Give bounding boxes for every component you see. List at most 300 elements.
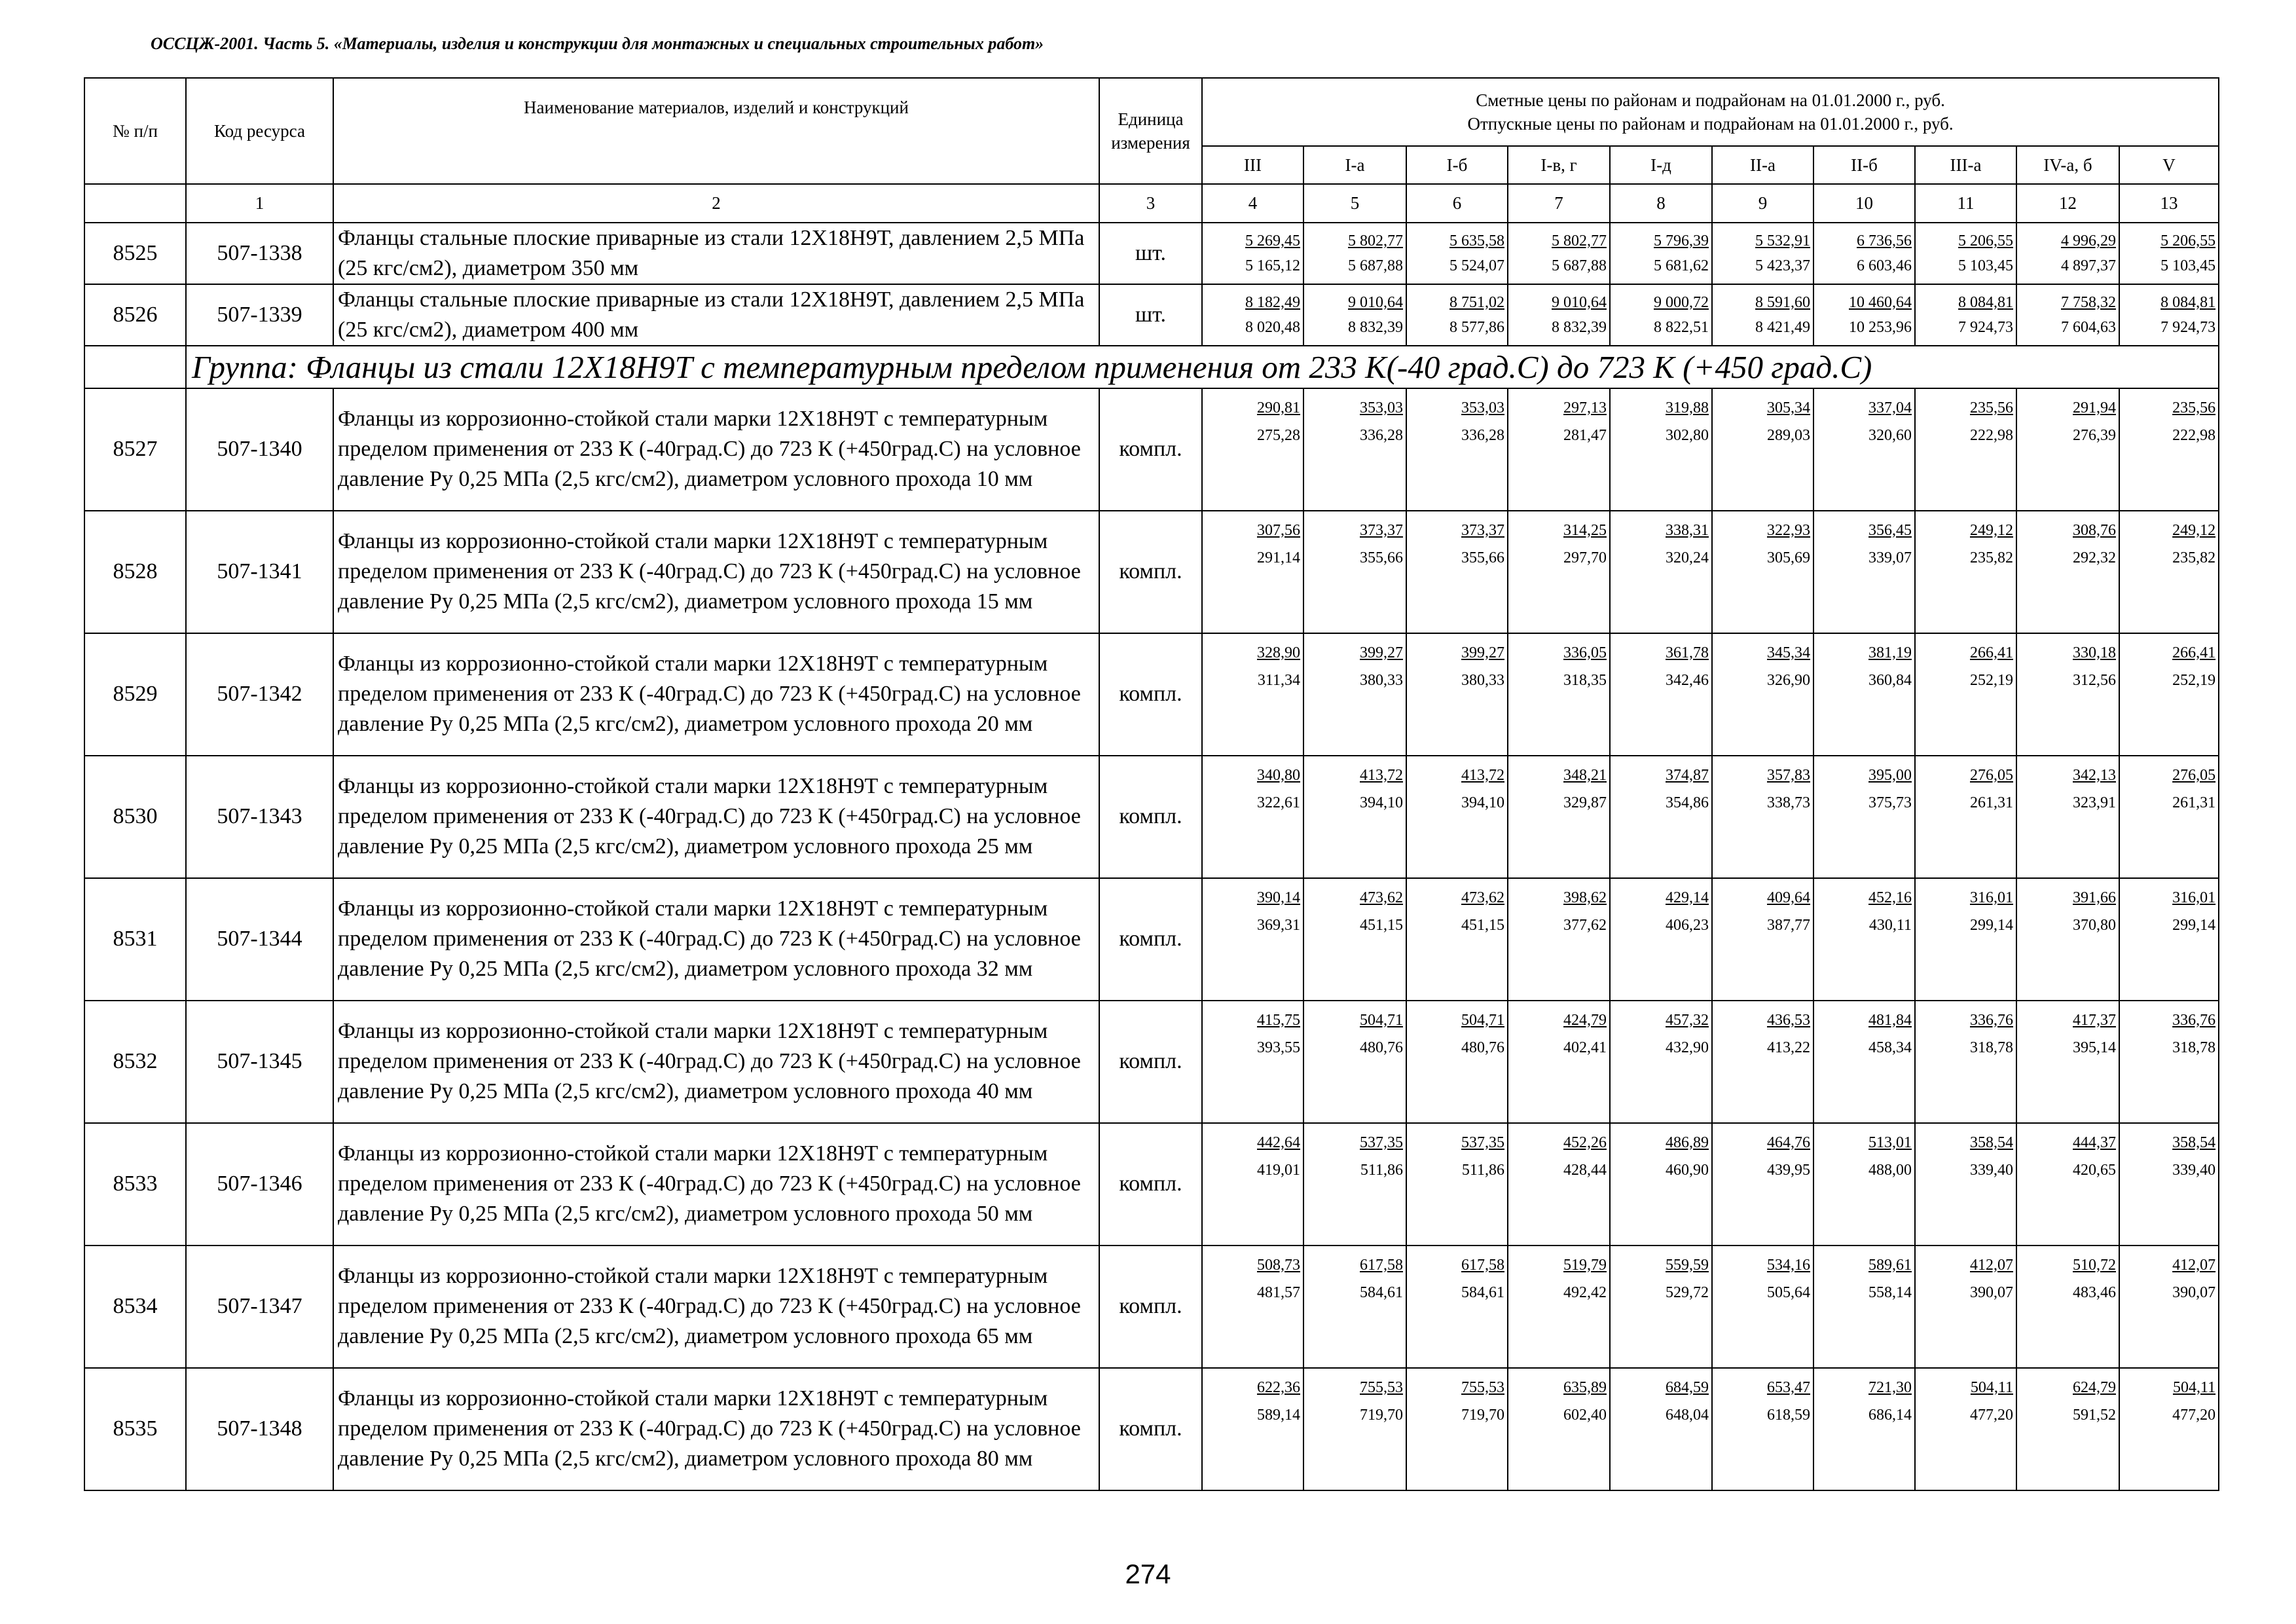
- row-number: 8529: [84, 633, 186, 756]
- resource-code: 507-1342: [186, 633, 333, 756]
- release-price: 222,98: [2172, 426, 2216, 444]
- item-name: Фланцы из коррозионно-стойкой стали марки 12Х18Н9Т с температурным пределом применения от 233 К (-40град.С) до 723 К (+450град.С) на условное давление Ру 0,25 МПа (2,5 кгс/см2), диаметром условного прохода 50 мм: [333, 1123, 1099, 1246]
- estimate-price: 399,27: [1461, 644, 1504, 661]
- release-price: 394,10: [1461, 794, 1504, 811]
- item-name: Фланцы из коррозионно-стойкой стали марки 12Х18Н9Т с температурным пределом применения от 233 К (-40град.С) до 723 К (+450град.С) на условное давление Ру 0,25 МПа (2,5 кгс/см2), диаметром условного прохода 10 мм: [333, 388, 1099, 511]
- price-cell: [1610, 388, 1712, 511]
- estimate-price: 5 635,58: [1449, 232, 1504, 249]
- price-cell: [1813, 388, 1915, 511]
- table-row: [84, 1123, 2219, 1246]
- price-cell: [2016, 1123, 2119, 1246]
- resource-code: 507-1340: [186, 388, 333, 511]
- estimate-price: 589,61: [1868, 1256, 1912, 1274]
- release-price: 302,80: [1666, 426, 1709, 444]
- price-cell: [1915, 756, 2016, 878]
- estimate-price: 390,14: [1257, 889, 1300, 906]
- release-price: 339,40: [1970, 1161, 2013, 1179]
- release-price: 336,28: [1360, 426, 1403, 444]
- estimate-price: 504,71: [1461, 1011, 1504, 1029]
- column-number: 9: [1712, 184, 1813, 223]
- release-price: 8 020,48: [1245, 318, 1300, 336]
- region-header: I-в, г: [1508, 146, 1610, 184]
- price-cell: [1303, 1368, 1406, 1490]
- price-cell: [1712, 1123, 1813, 1246]
- price-cell: [1202, 388, 1303, 511]
- estimate-price: 249,12: [2172, 521, 2216, 539]
- estimate-price: 9 010,64: [1552, 293, 1607, 311]
- release-price: 439,95: [1767, 1161, 1810, 1179]
- price-cell: [2119, 284, 2219, 346]
- price-cell: [1202, 284, 1303, 346]
- estimate-price: 276,05: [2172, 766, 2216, 784]
- price-cell: [1202, 1123, 1303, 1246]
- column-number: 12: [2016, 184, 2119, 223]
- price-cell: [1406, 1001, 1508, 1123]
- release-price: 406,23: [1666, 916, 1709, 934]
- estimate-price: 412,07: [1970, 1256, 2013, 1274]
- estimate-price: 452,16: [1868, 889, 1912, 906]
- price-cell: [1712, 633, 1813, 756]
- estimate-price: 249,12: [1970, 521, 2013, 539]
- estimate-price: 266,41: [1970, 644, 2013, 661]
- column-number: 3: [1099, 184, 1202, 223]
- release-price: 235,82: [2172, 549, 2216, 566]
- estimate-price: 510,72: [2073, 1256, 2116, 1274]
- table-row: [84, 1001, 2219, 1123]
- estimate-price: 617,58: [1461, 1256, 1504, 1274]
- release-price: 390,07: [1970, 1283, 2013, 1301]
- item-name: Фланцы стальные плоские приварные из стали 12Х18Н9Т, давлением 2,5 МПа (25 кгс/см2), диаметром 350 мм: [333, 223, 1099, 284]
- release-price: 380,33: [1461, 671, 1504, 689]
- resource-code: 507-1344: [186, 878, 333, 1001]
- estimate-price: 330,18: [2073, 644, 2116, 661]
- column-number: 1: [186, 184, 333, 223]
- release-price: 297,70: [1563, 549, 1607, 566]
- estimate-price: 307,56: [1257, 521, 1300, 539]
- price-cell: [2016, 878, 2119, 1001]
- estimate-price: 429,14: [1666, 889, 1709, 906]
- price-cell: [1915, 878, 2016, 1001]
- region-header: II-б: [1813, 146, 1915, 184]
- release-price: 8 832,39: [1552, 318, 1607, 336]
- resource-code: 507-1338: [186, 223, 333, 284]
- release-price: 355,66: [1360, 549, 1403, 566]
- column-number: 13: [2119, 184, 2219, 223]
- estimate-price: 5 802,77: [1552, 232, 1607, 249]
- release-price: 8 832,39: [1348, 318, 1403, 336]
- release-price: 4 897,37: [2061, 257, 2116, 274]
- price-table: [84, 77, 2219, 1491]
- group-title: Группа: Фланцы из стали 12Х18Н9Т с температурным пределом применения от 233 К(-40 град.С) до 723 К (+450 град.С): [186, 346, 2219, 388]
- price-cell: [1303, 878, 1406, 1001]
- release-price: 320,60: [1868, 426, 1912, 444]
- release-price: 7 924,73: [2160, 318, 2216, 336]
- release-price: 402,41: [1563, 1039, 1607, 1056]
- estimate-price: 5 796,39: [1654, 232, 1709, 249]
- price-cell: [1508, 878, 1610, 1001]
- row-number: 8532: [84, 1001, 186, 1123]
- estimate-price: 345,34: [1767, 644, 1810, 661]
- price-cell: [1610, 1123, 1712, 1246]
- release-price: 589,14: [1257, 1406, 1300, 1424]
- release-price: 511,86: [1360, 1161, 1403, 1179]
- estimate-price: 7 758,32: [2061, 293, 2116, 311]
- prices-header: [1202, 78, 2219, 146]
- resource-code: 507-1346: [186, 1123, 333, 1246]
- price-cell: [1202, 1246, 1303, 1368]
- price-cell: [1202, 633, 1303, 756]
- price-cell: [1202, 878, 1303, 1001]
- col-code-header: Код ресурса: [186, 78, 333, 184]
- table-row: [84, 1368, 2219, 1490]
- price-cell: [1712, 284, 1813, 346]
- release-price: 477,20: [1970, 1406, 2013, 1424]
- release-price: 339,07: [1868, 549, 1912, 566]
- price-cell: [1610, 878, 1712, 1001]
- item-name: Фланцы стальные плоские приварные из стали 12Х18Н9Т, давлением 2,5 МПа (25 кгс/см2), диаметром 400 мм: [333, 284, 1099, 346]
- estimate-price: 8 084,81: [2160, 293, 2216, 311]
- price-cell: [1303, 1246, 1406, 1368]
- column-number: 6: [1406, 184, 1508, 223]
- estimate-price: 357,83: [1767, 766, 1810, 784]
- estimate-price: 413,72: [1461, 766, 1504, 784]
- estimate-price: 374,87: [1666, 766, 1709, 784]
- price-cell: [1508, 756, 1610, 878]
- price-cell: [1915, 1123, 2016, 1246]
- estimate-price: 338,31: [1666, 521, 1709, 539]
- unit: компл.: [1099, 633, 1202, 756]
- estimate-price: 358,54: [1970, 1134, 2013, 1151]
- price-cell: [1508, 1001, 1610, 1123]
- prices-estimate-caption: Сметные цены по районам и подрайонам на 01.01.2000 г., руб.: [1476, 90, 1945, 110]
- release-price: 477,20: [2172, 1406, 2216, 1424]
- unit: компл.: [1099, 1246, 1202, 1368]
- release-price: 8 421,49: [1755, 318, 1810, 336]
- price-cell: [1915, 284, 2016, 346]
- estimate-price: 444,37: [2073, 1134, 2116, 1151]
- release-price: 505,64: [1767, 1283, 1810, 1301]
- price-cell: [1610, 1368, 1712, 1490]
- estimate-price: 353,03: [1461, 399, 1504, 416]
- estimate-price: 755,53: [1360, 1378, 1403, 1396]
- release-price: 375,73: [1868, 794, 1912, 811]
- estimate-price: 653,47: [1767, 1378, 1810, 1396]
- release-price: 261,31: [1970, 794, 2013, 811]
- estimate-price: 415,75: [1257, 1011, 1300, 1029]
- release-price: 318,35: [1563, 671, 1607, 689]
- price-cell: [2016, 1246, 2119, 1368]
- price-cell: [1712, 388, 1813, 511]
- price-cell: [2016, 388, 2119, 511]
- release-price: 323,91: [2073, 794, 2116, 811]
- unit: шт.: [1099, 284, 1202, 346]
- estimate-price: 622,36: [1257, 1378, 1300, 1396]
- price-cell: [1813, 1368, 1915, 1490]
- release-price: 5 687,88: [1348, 257, 1403, 274]
- release-price: 276,39: [2073, 426, 2116, 444]
- release-price: 451,15: [1461, 916, 1504, 934]
- release-price: 326,90: [1767, 671, 1810, 689]
- estimate-price: 266,41: [2172, 644, 2216, 661]
- estimate-price: 412,07: [2172, 1256, 2216, 1274]
- estimate-price: 356,45: [1868, 521, 1912, 539]
- price-cell: [1202, 1001, 1303, 1123]
- column-number-row: [84, 184, 2219, 223]
- region-header: II-а: [1712, 146, 1813, 184]
- price-cell: [1712, 511, 1813, 633]
- release-price: 6 603,46: [1857, 257, 1912, 274]
- region-header: III: [1202, 146, 1303, 184]
- price-cell: [1610, 223, 1712, 284]
- estimate-price: 328,90: [1257, 644, 1300, 661]
- table-row: [84, 388, 2219, 511]
- column-number: 2: [333, 184, 1099, 223]
- price-cell: [1915, 1368, 2016, 1490]
- release-price: 460,90: [1666, 1161, 1709, 1179]
- release-price: 318,78: [1970, 1039, 2013, 1056]
- price-cell: [1712, 1246, 1813, 1368]
- estimate-price: 755,53: [1461, 1378, 1504, 1396]
- release-price: 342,46: [1666, 671, 1709, 689]
- estimate-price: 5 206,55: [1958, 232, 2013, 249]
- release-price: 7 924,73: [1958, 318, 2013, 336]
- estimate-price: 10 460,64: [1849, 293, 1912, 311]
- price-cell: [1610, 1001, 1712, 1123]
- table-row: [84, 511, 2219, 633]
- release-price: 8 822,51: [1654, 318, 1709, 336]
- release-price: 584,61: [1360, 1283, 1403, 1301]
- release-price: 602,40: [1563, 1406, 1607, 1424]
- price-cell: [2119, 1123, 2219, 1246]
- release-price: 458,34: [1868, 1039, 1912, 1056]
- resource-code: 507-1348: [186, 1368, 333, 1490]
- estimate-price: 624,79: [2073, 1378, 2116, 1396]
- price-cell: [1813, 511, 1915, 633]
- estimate-price: 316,01: [2172, 889, 2216, 906]
- region-header: I-а: [1303, 146, 1406, 184]
- price-cell: [2119, 388, 2219, 511]
- region-header: IV-а, б: [2016, 146, 2119, 184]
- release-price: 648,04: [1666, 1406, 1709, 1424]
- estimate-price: 235,56: [2172, 399, 2216, 416]
- price-cell: [1303, 223, 1406, 284]
- item-name: Фланцы из коррозионно-стойкой стали марки 12Х18Н9Т с температурным пределом применения от 233 К (-40град.С) до 723 К (+450град.С) на условное давление Ру 0,25 МПа (2,5 кгс/см2), диаметром условного прохода 40 мм: [333, 1001, 1099, 1123]
- price-cell: [1813, 1246, 1915, 1368]
- estimate-price: 464,76: [1767, 1134, 1810, 1151]
- release-price: 488,00: [1868, 1161, 1912, 1179]
- price-cell: [1610, 1246, 1712, 1368]
- estimate-price: 504,11: [1970, 1378, 2013, 1396]
- release-price: 312,56: [2073, 671, 2116, 689]
- price-cell: [1712, 223, 1813, 284]
- release-price: 222,98: [1970, 426, 2013, 444]
- price-cell: [1915, 388, 2016, 511]
- release-price: 451,15: [1360, 916, 1403, 934]
- estimate-price: 9 000,72: [1654, 293, 1709, 311]
- col-no-header: № п/п: [84, 78, 186, 184]
- price-cell: [1712, 756, 1813, 878]
- estimate-price: 559,59: [1666, 1256, 1709, 1274]
- release-price: 292,32: [2073, 549, 2116, 566]
- release-price: 252,19: [2172, 671, 2216, 689]
- unit: компл.: [1099, 1001, 1202, 1123]
- release-price: 420,65: [2073, 1161, 2116, 1179]
- col-name-header: Наименование материалов, изделий и конструкций: [333, 78, 1099, 184]
- release-price: 719,70: [1360, 1406, 1403, 1424]
- price-cell: [1202, 1368, 1303, 1490]
- release-price: 369,31: [1257, 916, 1300, 934]
- release-price: 318,78: [2172, 1039, 2216, 1056]
- estimate-price: 5 269,45: [1245, 232, 1300, 249]
- release-price: 432,90: [1666, 1039, 1709, 1056]
- price-cell: [1303, 1123, 1406, 1246]
- release-price: 275,28: [1257, 426, 1300, 444]
- release-price: 281,47: [1563, 426, 1607, 444]
- price-cell: [1813, 1123, 1915, 1246]
- estimate-price: 235,56: [1970, 399, 2013, 416]
- estimate-price: 276,05: [1970, 766, 2013, 784]
- price-cell: [1406, 1368, 1508, 1490]
- release-price: 394,10: [1360, 794, 1403, 811]
- estimate-price: 322,93: [1767, 521, 1810, 539]
- region-header: III-а: [1915, 146, 2016, 184]
- release-price: 5 524,07: [1449, 257, 1504, 274]
- table-row: [84, 756, 2219, 878]
- price-cell: [1303, 1001, 1406, 1123]
- estimate-price: 297,13: [1563, 399, 1607, 416]
- estimate-price: 395,00: [1868, 766, 1912, 784]
- unit: компл.: [1099, 878, 1202, 1001]
- price-cell: [2016, 223, 2119, 284]
- release-price: 5 681,62: [1654, 257, 1709, 274]
- release-price: 355,66: [1461, 549, 1504, 566]
- release-price: 299,14: [2172, 916, 2216, 934]
- price-cell: [1303, 756, 1406, 878]
- price-cell: [1406, 633, 1508, 756]
- row-number: 8531: [84, 878, 186, 1001]
- estimate-price: 8 751,02: [1449, 293, 1504, 311]
- unit: компл.: [1099, 756, 1202, 878]
- release-price: 5 103,45: [2160, 257, 2216, 274]
- estimate-price: 348,21: [1563, 766, 1607, 784]
- price-cell: [1712, 1368, 1813, 1490]
- estimate-price: 5 532,91: [1755, 232, 1810, 249]
- price-cell: [1303, 633, 1406, 756]
- price-cell: [1202, 223, 1303, 284]
- release-price: 360,84: [1868, 671, 1912, 689]
- estimate-price: 316,01: [1970, 889, 2013, 906]
- estimate-price: 504,11: [2172, 1378, 2216, 1396]
- release-price: 354,86: [1666, 794, 1709, 811]
- estimate-price: 337,04: [1868, 399, 1912, 416]
- price-cell: [1406, 878, 1508, 1001]
- estimate-price: 452,26: [1563, 1134, 1607, 1151]
- release-price: 299,14: [1970, 916, 2013, 934]
- group-row: [84, 346, 2219, 388]
- release-price: 686,14: [1868, 1406, 1912, 1424]
- release-price: 529,72: [1666, 1283, 1709, 1301]
- price-cell: [1813, 633, 1915, 756]
- item-name: Фланцы из коррозионно-стойкой стали марки 12Х18Н9Т с температурным пределом применения от 233 К (-40град.С) до 723 К (+450град.С) на условное давление Ру 0,25 МПа (2,5 кгс/см2), диаметром условного прохода 80 мм: [333, 1368, 1099, 1490]
- table-row: [84, 223, 2219, 284]
- item-name: Фланцы из коррозионно-стойкой стали марки 12Х18Н9Т с температурным пределом применения от 233 К (-40град.С) до 723 К (+450град.С) на условное давление Ру 0,25 МПа (2,5 кгс/см2), диаметром условного прохода 25 мм: [333, 756, 1099, 878]
- price-cell: [1712, 1001, 1813, 1123]
- estimate-price: 684,59: [1666, 1378, 1709, 1396]
- release-price: 413,22: [1767, 1039, 1810, 1056]
- release-price: 320,24: [1666, 549, 1709, 566]
- release-price: 5 423,37: [1755, 257, 1810, 274]
- release-price: 380,33: [1360, 671, 1403, 689]
- estimate-price: 314,25: [1563, 521, 1607, 539]
- estimate-price: 336,76: [2172, 1011, 2216, 1029]
- column-number: 8: [1610, 184, 1712, 223]
- estimate-price: 534,16: [1767, 1256, 1810, 1274]
- column-number: 4: [1202, 184, 1303, 223]
- price-cell: [1303, 511, 1406, 633]
- price-cell: [1508, 284, 1610, 346]
- release-price: 291,14: [1257, 549, 1300, 566]
- resource-code: 507-1341: [186, 511, 333, 633]
- release-price: 395,14: [2073, 1039, 2116, 1056]
- estimate-price: 8 084,81: [1958, 293, 2013, 311]
- release-price: 5 103,45: [1958, 257, 2013, 274]
- price-cell: [2119, 223, 2219, 284]
- price-cell: [1303, 388, 1406, 511]
- estimate-price: 513,01: [1868, 1134, 1912, 1151]
- estimate-price: 391,66: [2073, 889, 2116, 906]
- price-cell: [1406, 756, 1508, 878]
- estimate-price: 473,62: [1360, 889, 1403, 906]
- row-number: 8530: [84, 756, 186, 878]
- release-price: 584,61: [1461, 1283, 1504, 1301]
- price-cell: [1202, 756, 1303, 878]
- release-price: 419,01: [1257, 1161, 1300, 1179]
- price-cell: [2119, 633, 2219, 756]
- price-cell: [2016, 633, 2119, 756]
- release-price: 10 253,96: [1849, 318, 1912, 336]
- release-price: 591,52: [2073, 1406, 2116, 1424]
- column-number-blank: [84, 184, 186, 223]
- price-cell: [1508, 223, 1610, 284]
- row-number: 8533: [84, 1123, 186, 1246]
- header-row: [84, 78, 2219, 146]
- price-cell: [1813, 284, 1915, 346]
- estimate-price: 486,89: [1666, 1134, 1709, 1151]
- estimate-price: 290,81: [1257, 399, 1300, 416]
- price-cell: [1813, 756, 1915, 878]
- release-price: 390,07: [2172, 1283, 2216, 1301]
- column-number: 10: [1813, 184, 1915, 223]
- estimate-price: 8 182,49: [1245, 293, 1300, 311]
- table-row: [84, 878, 2219, 1001]
- estimate-price: 305,34: [1767, 399, 1810, 416]
- price-cell: [1508, 388, 1610, 511]
- running-header: ОССЦЖ-2001. Часть 5. «Материалы, изделия и конструкции для монтажных и специальных строительных работ»: [151, 34, 1044, 53]
- release-price: 5 687,88: [1552, 257, 1607, 274]
- group-row-blank: [84, 346, 186, 388]
- estimate-price: 5 206,55: [2160, 232, 2216, 249]
- release-price: 261,31: [2172, 794, 2216, 811]
- price-cell: [1610, 284, 1712, 346]
- region-header: I-б: [1406, 146, 1508, 184]
- unit: компл.: [1099, 388, 1202, 511]
- estimate-price: 291,94: [2073, 399, 2116, 416]
- price-cell: [1202, 511, 1303, 633]
- release-price: 336,28: [1461, 426, 1504, 444]
- table-row: [84, 633, 2219, 756]
- estimate-price: 537,35: [1360, 1134, 1403, 1151]
- price-cell: [1915, 223, 2016, 284]
